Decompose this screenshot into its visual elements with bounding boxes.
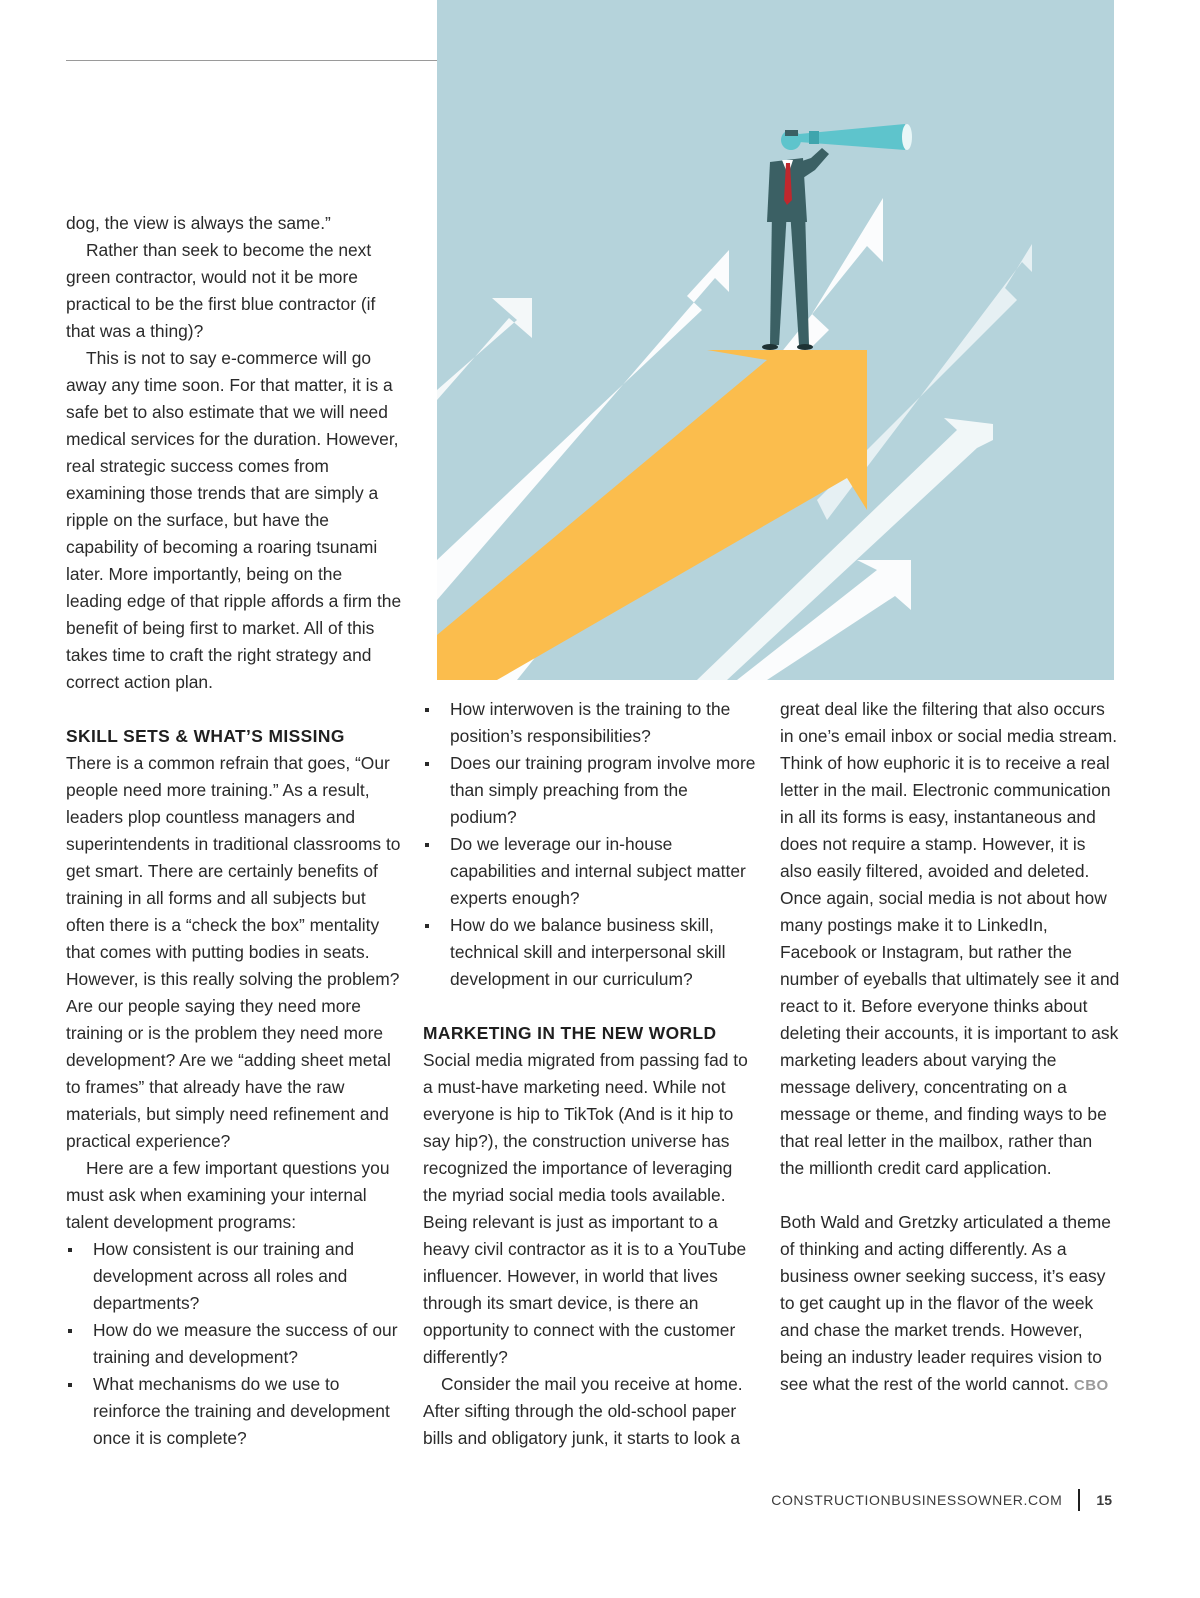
- paragraph: Social media migrated from passing fad to a must-have marketing need. While not everyone is hip to TikTok (And is it hip to say hip?), the construction universe has recognized the importance of leveraging the myriad social media tools available. Being relevant is just as important to a heavy civil contractor as it is to a YouTube influencer. However, in world that lives through its smart device, is there an opportunity to connect with the customer differently?: [423, 1050, 748, 1367]
- closing-paragraph: [780, 1209, 1120, 1399]
- cbo-signoff: CBO: [1073, 1377, 1109, 1394]
- column-1: [66, 210, 402, 1452]
- bullet-list: [66, 1236, 402, 1452]
- list-item: Do we leverage our in-house capabilities and internal subject matter experts enough?: [423, 831, 759, 912]
- paragraph: Rather than seek to become the next green contractor, would not it be more practical to be the first blue contractor (if that was a thing)?: [66, 240, 376, 341]
- list-item: What mechanisms do we use to reinforce the training and development once it is complete?: [66, 1371, 402, 1452]
- paragraph: Here are a few important questions you must ask when examining your internal talent development programs:: [66, 1158, 390, 1232]
- list-item: How interwoven is the training to the position’s responsibilities?: [423, 696, 759, 750]
- paragraph: Consider the mail you receive at home. After sifting through the old-school paper bills and obligatory junk, it starts to look a: [423, 1374, 743, 1448]
- illustration: [437, 0, 1114, 680]
- spacer: [780, 1182, 1120, 1209]
- paragraph-text: Both Wald and Gretzky articulated a theme of thinking and acting differently. As a business owner seeking success, it’s easy to get caught up in the flavor of the week and chase the market trends. However, being an industry leader requires vision to see what the rest of the world cannot.: [780, 1212, 1111, 1394]
- footer-divider: [1078, 1489, 1080, 1511]
- section-heading: MARKETING IN THE NEW WORLD: [423, 1023, 717, 1043]
- paragraph: There is a common refrain that goes, “Our people need more training.” As a result, leaders plop countless managers and superintendents in traditional classrooms to get smart. There are certainly benefits of training in all forms and all subjects but often there is a “check the box” mentality that comes with putting bodies in seats. However, is this really solving the problem? Are our people saying they need more training or is the problem they need more development? Are we “adding sheet metal to frames” that already have the raw materials, but simply need refinement and practical experience?: [66, 753, 401, 1151]
- businessman-telescope-icon: [437, 0, 1114, 680]
- section-heading: SKILL SETS & WHAT’S MISSING: [66, 726, 345, 746]
- top-rule: [66, 60, 438, 61]
- paragraph: This is not to say e-commerce will go away any time soon. For that matter, it is a safe bet to also estimate that we will need medical services for the duration. However, real strategic success comes from examining those trends that are simply a ripple on the surface, but have the capability of becoming a roaring tsunami later. More importantly, being on the leading edge of that ripple affords a firm the benefit of being first to market. All of this takes time to craft the right strategy and correct action plan.: [66, 348, 402, 692]
- paragraph: dog, the view is always the same.”: [66, 213, 331, 233]
- page-footer: [771, 1486, 1112, 1514]
- list-item: How consistent is our training and development across all roles and departments?: [66, 1236, 402, 1317]
- bullet-list: [423, 696, 759, 993]
- column-2: [423, 696, 759, 1452]
- list-item: How do we balance business skill, technical skill and interpersonal skill development in our curriculum?: [423, 912, 759, 993]
- page-number: 15: [1096, 1492, 1112, 1508]
- column-3: [780, 696, 1120, 1399]
- list-item: How do we measure the success of our training and development?: [66, 1317, 402, 1371]
- list-item: Does our training program involve more than simply preaching from the podium?: [423, 750, 759, 831]
- paragraph: great deal like the filtering that also occurs in one’s email inbox or social media stream. Think of how euphoric it is to receive a real letter in the mail. Electronic communication in all its forms is easy, instantaneous and does not require a stamp. However, it is also easily filtered, avoided and deleted. Once again, social media is not about how many postings make it to LinkedIn, Facebook or Instagram, but rather the number of eyeballs that ultimately see it and react to it. Before everyone thinks about deleting their accounts, it is important to ask marketing leaders about varying the message delivery, concentrating on a message or theme, and finding ways to be that real letter in the mailbox, rather than the millionth credit card application.: [780, 699, 1120, 1178]
- spacer: [66, 696, 402, 723]
- website-url: CONSTRUCTIONBUSINESSOWNER.COM: [771, 1492, 1063, 1508]
- spacer: [423, 993, 759, 1020]
- businessman-figure: [762, 124, 912, 350]
